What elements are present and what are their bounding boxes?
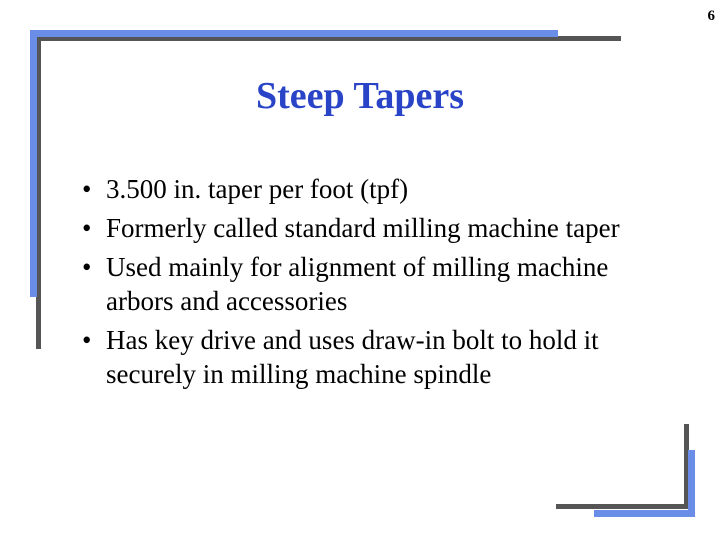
- bullet-text: Has key drive and uses draw-in bolt to hold it securely in milling machine spindle: [106, 325, 599, 389]
- bullet-text: Used mainly for alignment of milling machine arbors and accessories: [106, 252, 609, 316]
- bullet-item: [82, 323, 682, 391]
- bullet-list: [82, 172, 682, 396]
- frame-right-bar: [688, 450, 695, 516]
- bullet-text: 3.500 in. taper per foot (tpf): [106, 174, 409, 204]
- bullet-dot-icon: •: [82, 174, 92, 204]
- page-number: 6: [707, 8, 715, 24]
- bullet-item: [82, 250, 682, 318]
- bullet-dot-icon: •: [82, 252, 92, 282]
- bullet-item: [82, 211, 682, 245]
- bullet-dot-icon: •: [82, 213, 92, 243]
- bullet-item: [82, 172, 682, 206]
- slide-title: Steep Tapers: [256, 75, 464, 117]
- frame-left-bar: [30, 30, 37, 297]
- frame-bottom-shadow: [556, 504, 689, 509]
- frame-bottom-bar: [594, 510, 695, 517]
- bullet-dot-icon: •: [82, 325, 92, 355]
- bullet-text: Formerly called standard milling machine taper: [106, 213, 620, 243]
- frame-top-bar: [30, 30, 558, 37]
